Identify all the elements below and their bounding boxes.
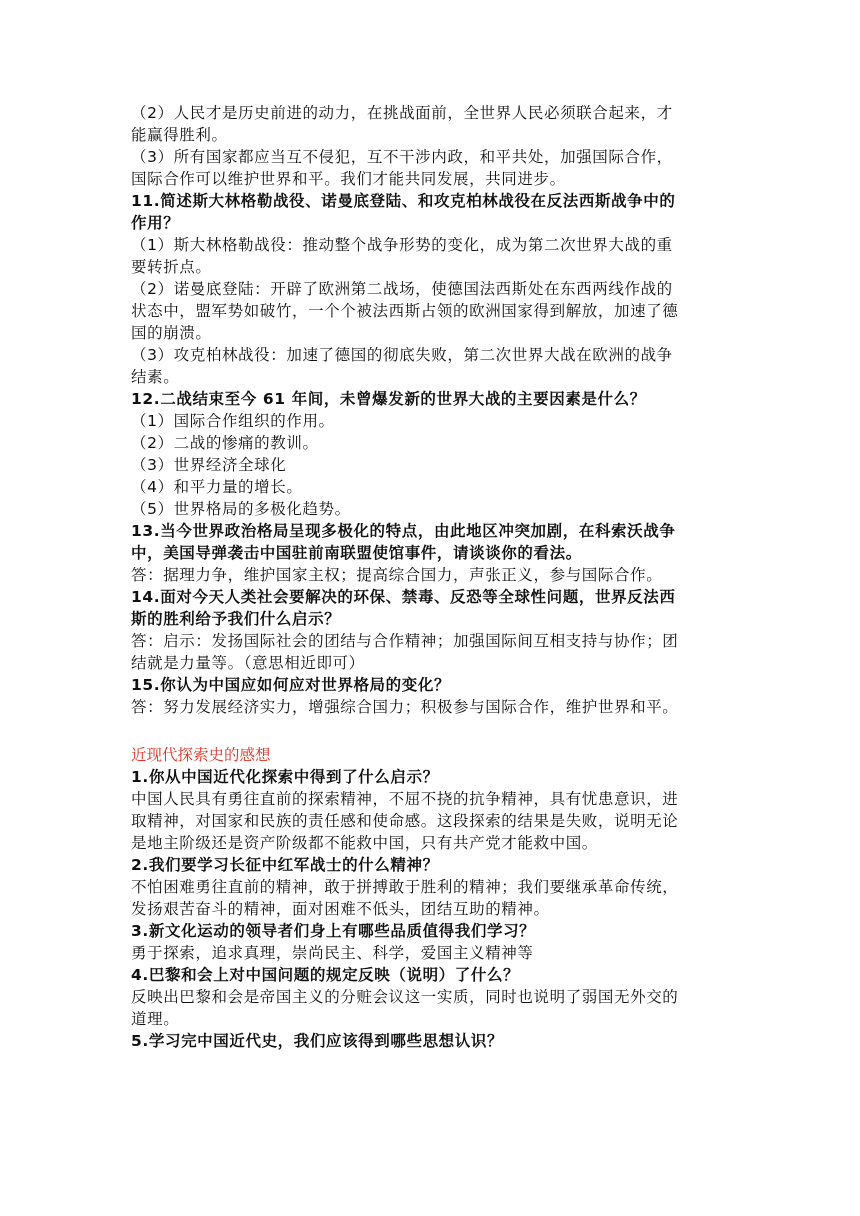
question-title: 中，美国导弹袭击中国驻前南联盟使馆事件，请谈谈你的看法。 bbox=[131, 544, 582, 562]
answer-line: 取精神，对国家和民族的责任感和使命感。这段探索的结果是失败，说明无论 bbox=[131, 812, 679, 830]
answer-line: （2）诺曼底登陆：开辟了欧洲第二战场，使德国法西斯处在东西两线作战的 bbox=[131, 280, 673, 298]
answer-line: 不怕困难勇往直前的精神，敢于拼搏敢于胜利的精神；我们要继承革命传统， bbox=[131, 878, 679, 896]
section-question-1 bbox=[131, 766, 731, 854]
answer-line: 发扬艰苦奋斗的精神，面对困难不低头，团结互助的精神。 bbox=[131, 900, 550, 918]
question-title: 1.你从中国近代化探索中得到了什么启示？ bbox=[131, 768, 439, 786]
section-question-2 bbox=[131, 854, 731, 920]
section-question-4 bbox=[131, 964, 731, 1030]
answer-line: 道理。 bbox=[131, 1010, 180, 1028]
question-title: 15.你认为中国应如何应对世界格局的变化？ bbox=[131, 676, 451, 694]
section-question-3 bbox=[131, 920, 731, 964]
question-title: 14.面对今天人类社会要解决的环保、禁毒、反恐等全球性问题，世界反法西 bbox=[131, 588, 676, 606]
text-line: （3）所有国家都应当互不侵犯，互不干涉内政，和平共处，加强国际合作， bbox=[131, 148, 673, 166]
answer-block-continued bbox=[131, 102, 731, 190]
question-title: 4.巴黎和会上对中国问题的规定反映（说明）了什么？ bbox=[131, 966, 520, 984]
answer-line: （5）世界格局的多极化趋势。 bbox=[131, 500, 351, 518]
answer-line: 勇于探索，追求真理，崇尚民主、科学，爱国主义精神等 bbox=[131, 944, 534, 962]
answer-line: 要转折点。 bbox=[131, 258, 212, 276]
question-title: 2.我们要学习长征中红军战士的什么精神？ bbox=[131, 856, 439, 874]
answer-line: 反映出巴黎和会是帝国主义的分赃会议这一实质，同时也说明了弱国无外交的 bbox=[131, 988, 679, 1006]
answer-line: 是地主阶级还是资产阶级都不能救中国，只有共产党才能救中国。 bbox=[131, 834, 598, 852]
answer-line: 答：努力发展经济实力，增强综合国力；积极参与国际合作，维护世界和平。 bbox=[131, 698, 679, 716]
answer-line: （1）国际合作组织的作用。 bbox=[131, 412, 335, 430]
answer-line: 答：启示：发扬国际社会的团结与合作精神；加强国际间互相支持与协作；团 bbox=[131, 632, 679, 650]
question-13 bbox=[131, 520, 731, 586]
answer-line: （2）二战的惨痛的教训。 bbox=[131, 434, 319, 452]
text-line: （2）人民才是历史前进的动力，在挑战面前，全世界人民必须联合起来，才 bbox=[131, 104, 673, 122]
answer-line: 结就是力量等。（意思相近即可） bbox=[131, 654, 365, 672]
answer-line: （1）斯大林格勒战役：推动整个战争形势的变化，成为第二次世界大战的重 bbox=[131, 236, 673, 254]
section-question-5 bbox=[131, 1030, 731, 1052]
answer-line: 国的崩溃。 bbox=[131, 324, 212, 342]
question-14 bbox=[131, 586, 731, 674]
question-title: 斯的胜利给予我们什么启示？ bbox=[131, 610, 341, 628]
question-title: 3.新文化运动的领导者们身上有哪些品质值得我们学习？ bbox=[131, 922, 536, 940]
text-line: 国际合作可以维护世界和平。我们才能共同发展，共同进步。 bbox=[131, 170, 566, 188]
text-line: 能赢得胜利。 bbox=[131, 126, 228, 144]
answer-line: （3）世界经济全球化 bbox=[131, 456, 287, 474]
answer-line: 状态中，盟军势如破竹，一个个被法西斯占领的欧洲国家得到解放，加速了德 bbox=[131, 302, 679, 320]
answer-line: （4）和平力量的增长。 bbox=[131, 478, 303, 496]
question-title: 11.简述斯大林格勒战役、诺曼底登陆、和攻克柏林战役在反法西斯战争中的 bbox=[131, 192, 676, 210]
answer-line: 结素。 bbox=[131, 368, 180, 386]
answer-line: 中国人民具有勇往直前的探索精神，不屈不挠的抗争精神，具有忧患意识，进 bbox=[131, 790, 679, 808]
question-title: 作用？ bbox=[131, 214, 180, 232]
question-title: 5.学习完中国近代史，我们应该得到哪些思想认识？ bbox=[131, 1032, 504, 1050]
question-15 bbox=[131, 674, 731, 718]
question-11 bbox=[131, 190, 731, 388]
question-title: 13.当今世界政治格局呈现多极化的特点，由此地区冲突加剧，在科索沃战争 bbox=[131, 522, 676, 540]
question-title: 12.二战结束至今 61 年间，未曾爆发新的世界大战的主要因素是什么？ bbox=[131, 390, 646, 408]
answer-line: （3）攻克柏林战役：加速了德国的彻底失败，第二次世界大战在欧洲的战争 bbox=[131, 346, 673, 364]
answer-line: 答：据理力争，维护国家主权；提高综合国力，声张正义，参与国际合作。 bbox=[131, 566, 663, 584]
document-page bbox=[131, 102, 731, 1052]
section-heading: 近现代探索史的感想 bbox=[131, 746, 271, 764]
question-12 bbox=[131, 388, 731, 520]
